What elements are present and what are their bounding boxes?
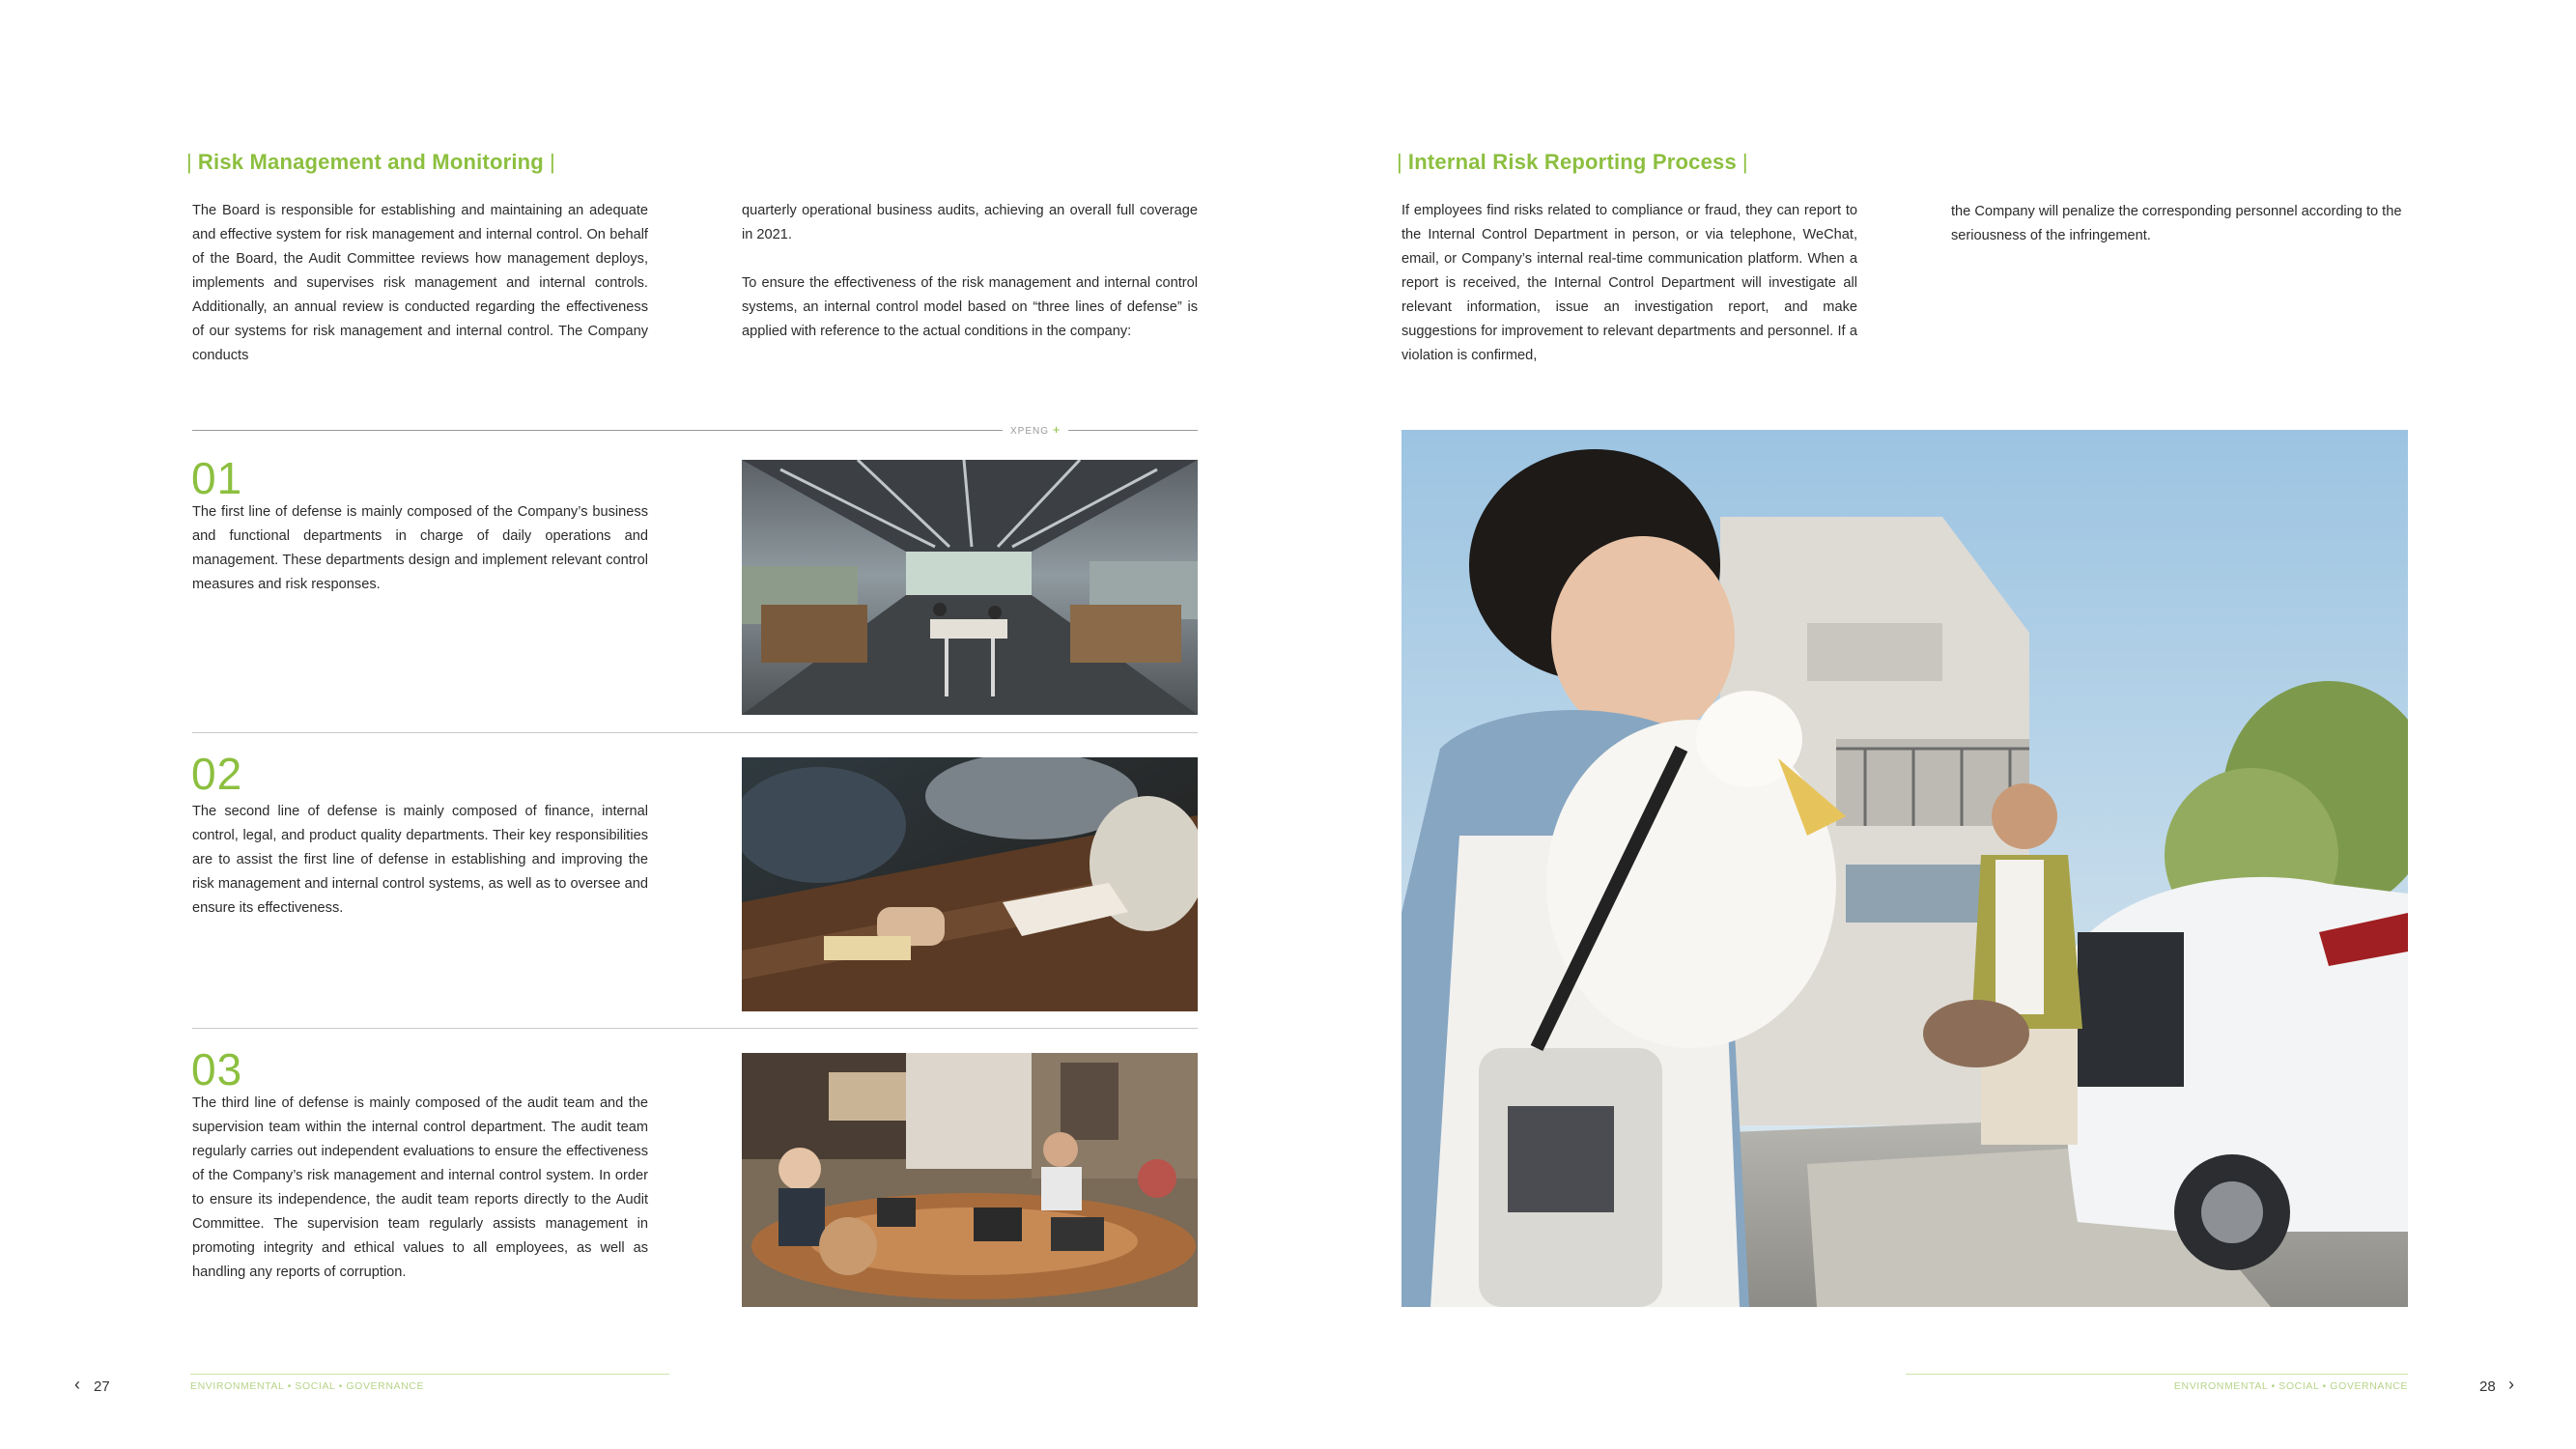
conference-room-photo [742,1053,1198,1307]
reporting-paragraph-col1: If employees find risks related to compliance or fraud, they can report to the Internal Control Department in person, or via telephone, WeChat, email, or Company’s internal real-time communication platform. When a report is received, the Internal Control Department will investigate all relevant information, issue an investigation report, and make suggestions for improvement to relevant departments and personnel. If a violation is confirmed, [1401,203,1857,363]
defense-text-02: The second line of defense is mainly composed of finance, internal control, legal, and product quality departments. Their key responsibilities are to assist the first line of defense in establishing and improving the risk management and internal control systems, as well as to oversee and ensure its effectiveness. [192,804,648,916]
divider-01-02 [192,732,1198,733]
reporting-paragraph-col2: the Company will penalize the corresponding personnel according to the seriousness of the infringement. [1951,204,2402,243]
section-title-internal-reporting: | Internal Risk Reporting Process | [1397,150,1748,174]
defense-number-03: 03 [191,1044,243,1094]
footer-tag-left: ENVIRONMENTAL • SOCIAL • GOVERNANCE [190,1380,425,1392]
defense-text-01: The first line of defense is mainly composed of the Company’s business and functional departments in charge of daily operations and management. These departments design and implement relevant control measures and risk responses. [192,504,648,592]
prev-page-icon[interactable]: ‹ [74,1375,80,1394]
intro-paragraph-col2: quarterly operational business audits, achieving an overall full coverage in 2021. To ensure the effectiveness of the risk management and internal control systems, an internal control model based on “three lines of defense” is applied with reference to the actual conditions in the company: [742,203,1198,339]
page-number-left: 27 [94,1378,110,1395]
defense-number-02: 02 [191,749,243,799]
page-number-right: 28 [2479,1378,2496,1395]
footer-tag-right: ENVIRONMENTAL • SOCIAL • GOVERNANCE [2173,1380,2408,1392]
office-photo [742,460,1198,715]
footer-rule-left [190,1374,669,1375]
section-title-risk-management: | Risk Management and Monitoring | [186,150,555,174]
brand-mark: XPENG + [1003,422,1068,437]
defense-text-03: The third line of defense is mainly composed of the audit team and the supervision team within the internal control department. The audit team regularly carries out independent evaluations to ensure the effectiveness of the Company’s risk management and internal control system. In order to ensure its independence, the audit team reports directly to the Audit Committee. The supervision team regularly assists management in promoting integrity and ethical values to all employees, as well as handling any reports of corruption. [192,1095,648,1280]
defense-number-01: 01 [191,453,243,503]
footer-rule-right [1906,1374,2408,1375]
family-car-photo [1401,430,2408,1307]
divider-02-03 [192,1028,1198,1029]
meeting-table-photo [742,757,1198,1011]
next-page-icon[interactable]: › [2508,1375,2514,1394]
intro-paragraph-col1: The Board is responsible for establishing and maintaining an adequate and effective system for risk management and internal control. On behalf of the Board, the Audit Committee reviews how management deploys, implements and supervises risk management and internal controls. Additionally, an annual review is conducted regarding the effectiveness of our systems for risk management and internal control. The Company conducts [192,203,648,363]
